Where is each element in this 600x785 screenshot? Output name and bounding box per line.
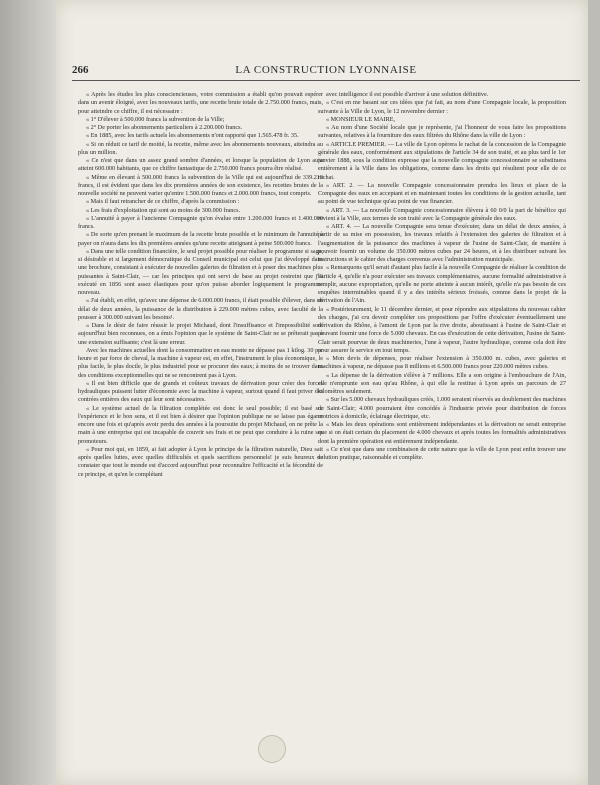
left-paragraph: « Après les études les plus consciencieuses, votre commission a établi qu'on pouvait espérer dans un avenir éloigné, avec les nouveaux tarifs, une recette brute totale de 2.750.000 francs, mais, pour atteindre ce chiffre, il est nécessaire : bbox=[78, 91, 323, 115]
left-paragraph: « Dans une telle condition financière, le seul projet possible pour réaliser le programme si sage, si désirable et si largement démocratique du Conseil municipal est celui que j'ai développé dans une brochure, consistant à exécuter de nouvelles galeries de filtration et à poser des machines plus puissantes à Saint-Clair, — car les principes qui ont servi de base au projet restreint que j'ai exécuté en 1856 sont assez élastiques pour qu'on puisse aborder logiquement le programme nouveau. bbox=[78, 247, 323, 296]
right-paragraph: « Remarquons qu'il serait d'autant plus facile à la nouvelle Compagnie de réaliser la condition de l'article 4, qu'elle n'a pour exécuter ses travaux complémentaires, aucune formalité administrative à remplir, aucune expropriation, qu'elle ne porte atteinte à aucun intérêt, qu'elle n'a pas besoin de ces enquêtes interminables quand il y a des intérêts sérieux froissés, comme dans le projet de la dérivation de l'Ain. bbox=[318, 264, 566, 305]
left-paragraph: « Dans le désir de faire réussir le projet Michaud, dont l'insuffisance et l'impossibilité sont aujourd'hui bien reconnues, on a émis l'opinion que le système de Saint-Clair ne se prêterait pas à une extension suffisante; c'est là une erreur. bbox=[78, 322, 323, 346]
left-paragraph: « Même en élevant à 500.000 francs la subvention de la Ville qui est aujourd'hui de 339.219 francs, il est évident que dans les dix premières années de son existence, les recettes brutes de la nouvelle société ne peuvent varier qu'entre 1.500.000 francs et 2.000.000 francs, tout compris. bbox=[78, 173, 323, 197]
left-paragraph: « Mais il faut retrancher de ce chiffre, d'après la commission : bbox=[86, 198, 240, 206]
right-paragraph: « MONSIEUR LE MAIRE, bbox=[326, 115, 396, 123]
right-paragraph: « C'est en me basant sur ces idées que j'ai fait, au nom d'une Compagnie locale, la proposition suivante à la Ville de Lyon, le 12 novembre dernier : bbox=[318, 99, 566, 115]
left-paragraph: « De sorte qu'en prenant le maximum de la recette brute possible et le minimum de l'annuité à payer on n'aura dans les dix premières années qu'une recette atteignant à peine 500.000 francs. bbox=[78, 231, 323, 247]
header-rule bbox=[72, 80, 580, 81]
right-paragraph: « ART. 2. — La nouvelle Compagnie concessionnaire prendra les lieux et place de la Compagnie des eaux en acceptant et en maintenant toutes les conditions de la gestion actuelle, tant au point de vue technique qu'au point de vue financier. bbox=[318, 181, 566, 206]
left-paragraph: « Pour moi qui, en 1859, ai fait adopter à Lyon le principe de la filtration naturelle, Dieu sait après quelles luttes, avec quelles difficultés et quels sacrifices personnels! je suis heureux de constater que tout le monde est d'accord aujourd'hui pour reconnaître l'efficacité et la fécondité de ce principe, et qu'en le complétant bbox=[78, 445, 323, 478]
right-paragraph: « ARTICLE PREMIER. — La ville de Lyon opèrera le rachat de la concession de la Compagnie générale des eaux, conformément aux stipulations de l'article 34 de son traité, et au plus tard le 1er janvier 1888, sous la condition expresse que la nouvelle compagnie concessionnaire se substituera entièrement à la Ville dans les obligations, comme dans les droits qui résultent pour elle de ce rachat. bbox=[318, 140, 566, 181]
right-paragraph: « Au nom d'une Société locale que je représente, j'ai l'honneur de vous faire les propositions suivantes, relatives à la fourniture des eaux filtrées du Rhône dans la ville de Lyon : bbox=[318, 124, 566, 140]
right-paragraph: avec intelligence il est possible d'arriver à une solution définitive. bbox=[326, 91, 489, 98]
right-text-column bbox=[318, 91, 566, 763]
right-paragraph: « Mon devis de dépenses, pour réaliser l'extension à 350.000 m. cubes, avec galeries et machines à vapeur, ne dépasse pas 8 millions et 6.500.000 francs pour 220.000 mètres cubes. bbox=[318, 355, 566, 371]
left-paragraph: « Les frais d'exploitation qui sont au moins de 300.000 francs. bbox=[86, 206, 241, 214]
left-paragraph: « 1° D'élever à 500.000 francs la subvention de la Ville; bbox=[86, 115, 225, 123]
right-paragraph: « La dépense de la dérivation s'élève à 7 millions. Elle a son origine à l'embouchure de l'Ain, elle n'emprunte son eau qu'au Rhône, à qui elle la restitue à Lyon après un parcours de 27 kilomètres seulement. bbox=[318, 371, 566, 395]
right-paragraph: « Postérieurement, le 11 décembre dernier, et pour répondre aux stipulations du nouveau cahier des charges, j'ai cru devoir compléter ces propositions par l'offre d'exécuter éventuellement une dérivation du Rhône, à l'amont de Lyon par la rive droite, aboutissant à l'usine de Saint-Clair et pouvant fournir une force de 5.000 chevaux. En cas d'exécution de cette dérivation, l'usine de Saint-Clair serait pourvue de deux machineries, l'une à vapeur, l'autre hydraulique, comme cela doit être pour assurer le service en tout temps. bbox=[318, 305, 566, 354]
binding-gutter bbox=[0, 0, 56, 785]
left-paragraph: « Le système actuel de la filtration complétée est donc le seul possible; il est basé sur l'expérience et le bon sens, et il est bien à désirer que l'opinion publique ne se laisse pas égarer encore une fois et qu'après avoir perdu des années à la poursuite du projet Michaud, on ne prête la main à une entreprise qui est incapable de couvrir ses frais et ne peut que conduire à la ruine ses promoteurs. bbox=[78, 404, 323, 445]
left-paragraph: « L'annuité à payer à l'ancienne Compagnie qu'on évalue entre 1.200.000 francs et 1.400.000 francs. bbox=[78, 214, 323, 230]
left-paragraph: « En 1885, avec les tarifs actuels les abonnements n'ont rapporté que 1.565.478 fr. 35. bbox=[86, 132, 299, 140]
right-paragraph: « Ce n'est que dans une combinaison de cette nature que la ville de Lyon peut enfin trouver une solution pratique, raisonnable et complète. bbox=[318, 445, 566, 461]
left-text-column bbox=[78, 91, 323, 763]
page-number: 266 bbox=[72, 64, 89, 76]
library-stamp bbox=[258, 735, 286, 763]
left-paragraph: Avec les machines actuelles dont la consommation en eau monte ne dépasse pas 1 kilog. 30 par heure et par force de cheval, la machine à vapeur est, en effet, l'instrument le plus économique, le plus facile, le plus docile, le plus industriel pour se procurer des eaux; à moins de se trouver dans des conditions exceptionnelles qui ne se rencontrent pas à Lyon. bbox=[78, 346, 323, 379]
journal-title: LA CONSTRUCTION LYONNAISE bbox=[235, 64, 417, 76]
left-paragraph: « Ce n'est que dans un assez grand sombre d'années, et lorsque la population de Lyon aura atteint 600.000 habitants, que ce chiffre fantastique de 2.750.000 francs pourra être réalisé. bbox=[78, 157, 323, 173]
right-paragraph: « ART. 4. — La nouvelle Compagnie sera tenue d'exécuter, dans un délai de deux années, à partir de sa mise en possession, les travaux relatifs à l'extension des galeries de filtration et à l'augmentation de la puissance des machines à vapeur de l'usine de Saint-Clair, de manière à pouvoir fournir un volume de 350.000 mètres cubes par 24 heures, et à les distribuer suivant les instructions et le cahier des charges convenus avec l'administration municipale. bbox=[318, 223, 566, 263]
left-paragraph: « 2° De porter les abonnements particuliers à 2.200.000 francs. bbox=[86, 124, 243, 131]
left-paragraph: « Il est bien difficile que de grands et coûteux travaux de dérivation pour créer des forces hydrauliques puissent lutter d'économie avec la machine à vapeur, surtout quand il faut priver des contrées entières des eaux qui leur sont nécessaires. bbox=[78, 379, 323, 404]
right-paragraph: « Mais les deux opérations sont entièrement indépendantes et la dérivation ne serait entreprise que si on était certain du placement de 4.000 chevaux et après toutes les formalités administratives dont la première opération est entièrement indépendante. bbox=[318, 421, 566, 445]
left-paragraph: « Si on réduit ce tarif de moitié, la recette, même avec les abonnements nouveaux, atteindra au plus un million. bbox=[78, 140, 323, 156]
running-header bbox=[72, 64, 580, 78]
left-paragraph: « J'ai établi, en effet, qu'avec une dépense de 6.000.000 francs, il était possible d'élever, dans un délai de deux années, la puissance de la distribution à 229.000 mètres cubes, avec faculté de la pousser à 300.000 suivant les besoins¹. bbox=[78, 297, 323, 321]
right-paragraph: « Sur les 5.000 chevaux hydrauliques créés, 1.000 seraient réservés au doublement des machines de Saint-Clair; 4.000 pourraient être concédés à l'industrie privée pour distribution de forces motrices à domicile, éclairage électrique, etc. bbox=[318, 396, 566, 420]
right-paragraph: « ART. 3. — La nouvelle Compagnie concessionnaire élèvera à 60 0/0 la part de bénéfice qui revient à la Ville, aux termes de son traité avec la Compagnie générale des eaux. bbox=[318, 206, 566, 222]
